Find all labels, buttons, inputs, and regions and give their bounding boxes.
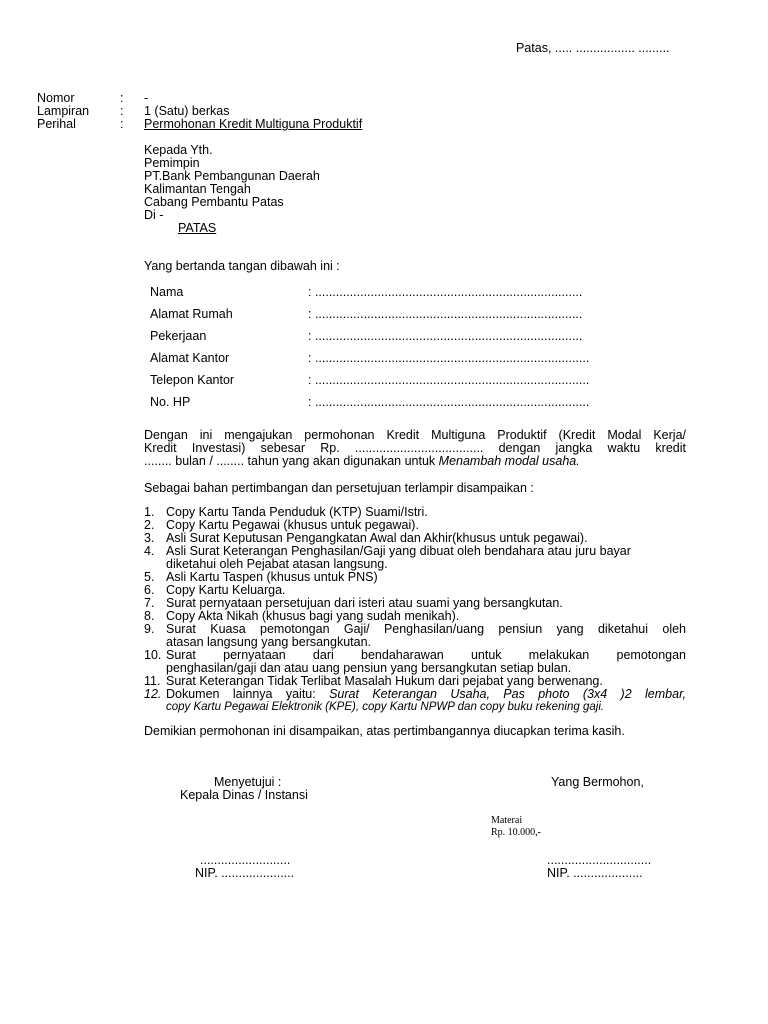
list-number: 9. xyxy=(144,622,155,636)
stamp-duty-amount: Rp. 10.000,- xyxy=(491,827,541,838)
request-line-3-text: ........ bulan / ........ tahun yang akan digunakan untuk xyxy=(144,454,439,468)
header-sep: : xyxy=(120,117,124,131)
applicant-signature-line: .............................. xyxy=(547,853,652,867)
approver-signature-line: .......................... xyxy=(200,853,291,867)
recipient-line: PT.Bank Pembangunan Daerah xyxy=(144,169,320,183)
approver-title: Menyetujui : xyxy=(214,775,282,789)
header-sep: : xyxy=(120,91,124,105)
list-text: Surat Kuasa pemotongan Gaji/ Penghasilan/uang pensiun yang diketahui oleh xyxy=(166,622,686,636)
list-number: 4. xyxy=(144,544,155,558)
list-number: 1. xyxy=(144,505,155,519)
list-text-plain: Dokumen lainnya yaitu: xyxy=(166,687,330,701)
field-label-no-hp: No. HP xyxy=(150,395,191,409)
list-text: Surat pernyataan dari bendaharawan untuk melakukan pemotongan xyxy=(166,648,686,662)
list-number: 12. xyxy=(144,687,162,701)
recipient-city: PATAS xyxy=(178,221,217,235)
field-label-alamat-rumah: Alamat Rumah xyxy=(150,307,233,321)
place-date: Patas, ..... ................. ......... xyxy=(516,41,670,55)
applicant-intro: Yang bertanda tangan dibawah ini : xyxy=(144,259,340,273)
list-text-italic: Surat Keterangan Usaha, Pas photo (3x4 )2 lembar, xyxy=(329,687,687,701)
list-number: 6. xyxy=(144,583,155,597)
field-value-telepon-kantor: : ............................................................................... xyxy=(308,373,590,387)
request-line-1: Dengan ini mengajukan permohonan Kredit Multiguna Produktif (Kredit Modal Kerja/ xyxy=(144,428,686,442)
list-text xyxy=(166,688,686,701)
attachments-intro: Sebagai bahan pertimbangan dan persetujuan terlampir disampaikan : xyxy=(144,481,534,495)
header-sep: : xyxy=(120,104,124,118)
list-text: Surat Keterangan Tidak Terlibat Masalah Hukum dari pejabat yang berwenang. xyxy=(166,674,603,688)
field-label-nama: Nama xyxy=(150,285,184,299)
header-label-lampiran: Lampiran xyxy=(37,104,90,118)
field-value-no-hp: : ............................................................................... xyxy=(308,395,590,409)
list-number: 8. xyxy=(144,609,155,623)
field-value-alamat-kantor: : ............................................................................... xyxy=(308,351,590,365)
list-text: Surat pernyataan persetujuan dari isteri atau suami yang bersangkutan. xyxy=(166,596,563,610)
header-value-nomor: - xyxy=(144,91,149,105)
list-number: 7. xyxy=(144,596,155,610)
list-text: Asli Surat Keputusan Pengangkatan Awal dan Akhir(khusus untuk pegawai). xyxy=(166,531,588,545)
field-value-alamat-rumah: : ............................................................................. xyxy=(308,307,583,321)
request-line-2: Kredit Investasi) sebesar Rp. ..................................... dengan jangka waktu kredit xyxy=(144,441,686,455)
field-label-alamat-kantor: Alamat Kantor xyxy=(150,351,230,365)
list-number: 2. xyxy=(144,518,155,532)
recipient-line: Di - xyxy=(144,208,164,222)
list-text: Asli Kartu Taspen (khusus untuk PNS) xyxy=(166,570,378,584)
list-item-continuation: diketahui oleh Pejabat atasan langsung. xyxy=(166,557,388,571)
list-text: Copy Akta Nikah (khusus bagi yang sudah menikah). xyxy=(166,609,460,623)
applicant-nip: NIP. .................... xyxy=(547,866,643,880)
list-number: 3. xyxy=(144,531,155,545)
list-item xyxy=(144,688,686,701)
request-line-3 xyxy=(144,455,580,468)
approver-nip: NIP. ..................... xyxy=(195,866,295,880)
list-text: Copy Kartu Keluarga. xyxy=(166,583,286,597)
list-text: Copy Kartu Tanda Penduduk (KTP) Suami/Istri. xyxy=(166,505,428,519)
header-value-lampiran: 1 (Satu) berkas xyxy=(144,104,230,118)
stamp-duty-label: Materai xyxy=(491,815,523,826)
header-label-perihal: Perihal xyxy=(37,117,76,131)
recipient-line: Kepada Yth. xyxy=(144,143,213,157)
recipient-line: Cabang Pembantu Patas xyxy=(144,195,284,209)
list-item-continuation: copy Kartu Pegawai Elektronik (KPE), copy Kartu NPWP dan copy buku rekening gaji. xyxy=(166,701,605,713)
list-text: Copy Kartu Pegawai (khusus untuk pegawai). xyxy=(166,518,419,532)
header-label-nomor: Nomor xyxy=(37,91,75,105)
list-number: 10. xyxy=(144,648,162,662)
field-value-pekerjaan: : ............................................................................. xyxy=(308,329,583,343)
list-item-continuation: penghasilan/gaji dan atau uang pensiun yang bersangkutan setiap bulan. xyxy=(166,661,572,675)
closing-statement: Demikian permohonan ini disampaikan, atas pertimbangannya diucapkan terima kasih. xyxy=(144,724,625,738)
header-value-perihal: Permohonan Kredit Multiguna Produktif xyxy=(144,117,363,131)
list-item-continuation: atasan langsung yang bersangkutan. xyxy=(166,635,372,649)
approver-office: Kepala Dinas / Instansi xyxy=(180,788,308,802)
list-number: 11. xyxy=(144,674,161,688)
recipient-line: Kalimantan Tengah xyxy=(144,182,251,196)
recipient-line: Pemimpin xyxy=(144,156,200,170)
list-number: 5. xyxy=(144,570,155,584)
request-purpose: Menambah modal usaha. xyxy=(438,454,580,468)
field-label-pekerjaan: Pekerjaan xyxy=(150,329,207,343)
field-value-nama: : ............................................................................. xyxy=(308,285,583,299)
field-label-telepon-kantor: Telepon Kantor xyxy=(150,373,235,387)
applicant-title: Yang Bermohon, xyxy=(551,775,644,789)
list-text: Asli Surat Keterangan Penghasilan/Gaji yang dibuat oleh bendahara atau juru bayar xyxy=(166,544,631,558)
